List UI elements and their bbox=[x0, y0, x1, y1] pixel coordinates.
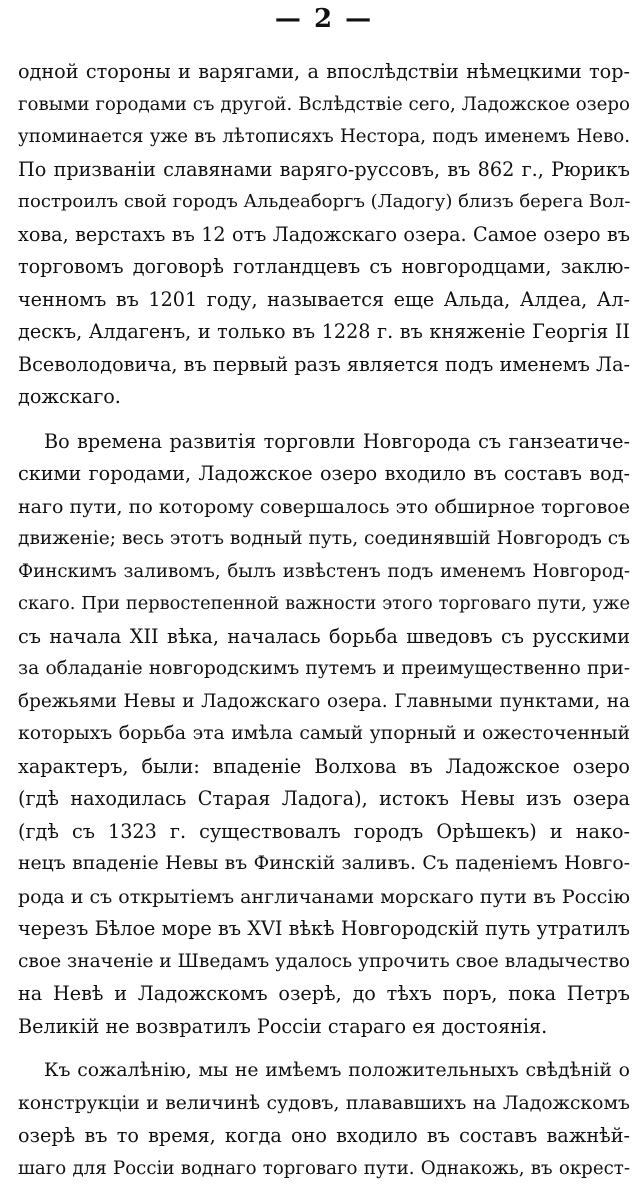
paragraph-1 bbox=[18, 56, 630, 414]
text-line: (гдѣ съ 1323 г. существовалъ городъ Орѣшекъ) и нако- bbox=[18, 816, 630, 849]
text-line: Великій не возвратилъ Россіи стараго ея достоянія. bbox=[18, 1011, 630, 1044]
text-line: торговомъ договорѣ готландцевъ съ новгородцами, заклю- bbox=[18, 251, 630, 284]
text-line: конструкціи и величинѣ судовъ, плававшихъ на Ладожскомъ bbox=[18, 1088, 630, 1121]
document-page bbox=[18, 0, 630, 1084]
text-line: озерѣ въ то время, когда оно входило въ составъ важнѣй- bbox=[18, 1120, 630, 1153]
text-line: шаго для Россіи воднаго торговаго пути. Однакожь, въ окрест- bbox=[18, 1153, 630, 1185]
text-line: ченномъ въ 1201 году, называется еще Альда, Алдеа, Ал- bbox=[18, 284, 630, 317]
text-line: которыхъ борьба эта имѣла самый упорный и ожесточенный bbox=[18, 718, 630, 751]
text-line: По призваніи славянами варяго-руссовъ, въ 862 г., Рюрикъ bbox=[18, 154, 630, 187]
text-line: Всеволодовича, въ первый разъ является подъ именемъ Ла- bbox=[18, 349, 630, 382]
text-line: скаго. При первостепенной важности этого торговаго пути, уже bbox=[18, 588, 630, 621]
text-line: движеніе; весь этотъ водный путь, соединявшій Новгородъ съ bbox=[18, 523, 630, 556]
text-line: Во времена развитія торговли Новгорода съ ганзеатиче- bbox=[18, 426, 630, 459]
text-line: построилъ свой городъ Альдеаборгъ (Ладогу) близъ берега Вол- bbox=[18, 186, 630, 219]
text-line: говыми городами съ другой. Вслѣдствіе сего, Ладожское озеро bbox=[18, 89, 630, 122]
text-line: съ начала XII вѣка, началась борьба шведовъ съ русскими bbox=[18, 621, 630, 654]
text-line: упоминается уже въ лѣтописяхъ Нестора, подъ именемъ Нево. bbox=[18, 121, 630, 154]
text-line: брежьями Невы и Ладожскаго озера. Главными пунктами, на bbox=[18, 686, 630, 719]
page-number: — 2 — bbox=[18, 2, 630, 36]
text-line: на Невѣ и Ладожскомъ озерѣ, до тѣхъ поръ, пока Петръ bbox=[18, 978, 630, 1011]
text-line: рода и съ открытіемъ англичанами морскаго пути въ Россію bbox=[18, 881, 630, 914]
text-line: характеръ, были: впаденіе Волхова въ Ладожское озеро bbox=[18, 751, 630, 784]
text-line: наго пути, по которому совершалось это обширное торговое bbox=[18, 491, 630, 524]
text-line: свое значеніе и Шведамъ удалось упрочить свое владычество bbox=[18, 946, 630, 979]
text-line: скими городами, Ладожское озеро входило въ составъ вод- bbox=[18, 458, 630, 491]
text-line: нецъ впаденіе Невы въ Финскій заливъ. Съ паденіемъ Новго- bbox=[18, 848, 630, 881]
text-line: дожскаго. bbox=[18, 381, 630, 414]
paragraph-2 bbox=[18, 426, 630, 1044]
text-line: за обладаніе новгородскимъ путемъ и преимущественно при- bbox=[18, 653, 630, 686]
text-line: Финскимъ заливомъ, былъ извѣстенъ подъ именемъ Новгород- bbox=[18, 556, 630, 589]
text-line: дескъ, Алдагенъ, и только въ 1228 г. въ княженіе Георгія II bbox=[18, 316, 630, 349]
paragraph-3 bbox=[18, 1055, 630, 1185]
text-line: одной стороны и варягами, а впослѣдствіи нѣмецкими тор- bbox=[18, 56, 630, 89]
text-line: (гдѣ находилась Старая Ладога), истокъ Невы изъ озера bbox=[18, 783, 630, 816]
text-line: Къ сожалѣнію, мы не имѣемъ положительныхъ свѣдѣній о bbox=[18, 1055, 630, 1088]
text-line: хова, верстахъ въ 12 отъ Ладожскаго озера. Самое озеро въ bbox=[18, 219, 630, 252]
text-line: черезъ Бѣлое море въ XVI вѣкѣ Новгородскій путь утратилъ bbox=[18, 913, 630, 946]
